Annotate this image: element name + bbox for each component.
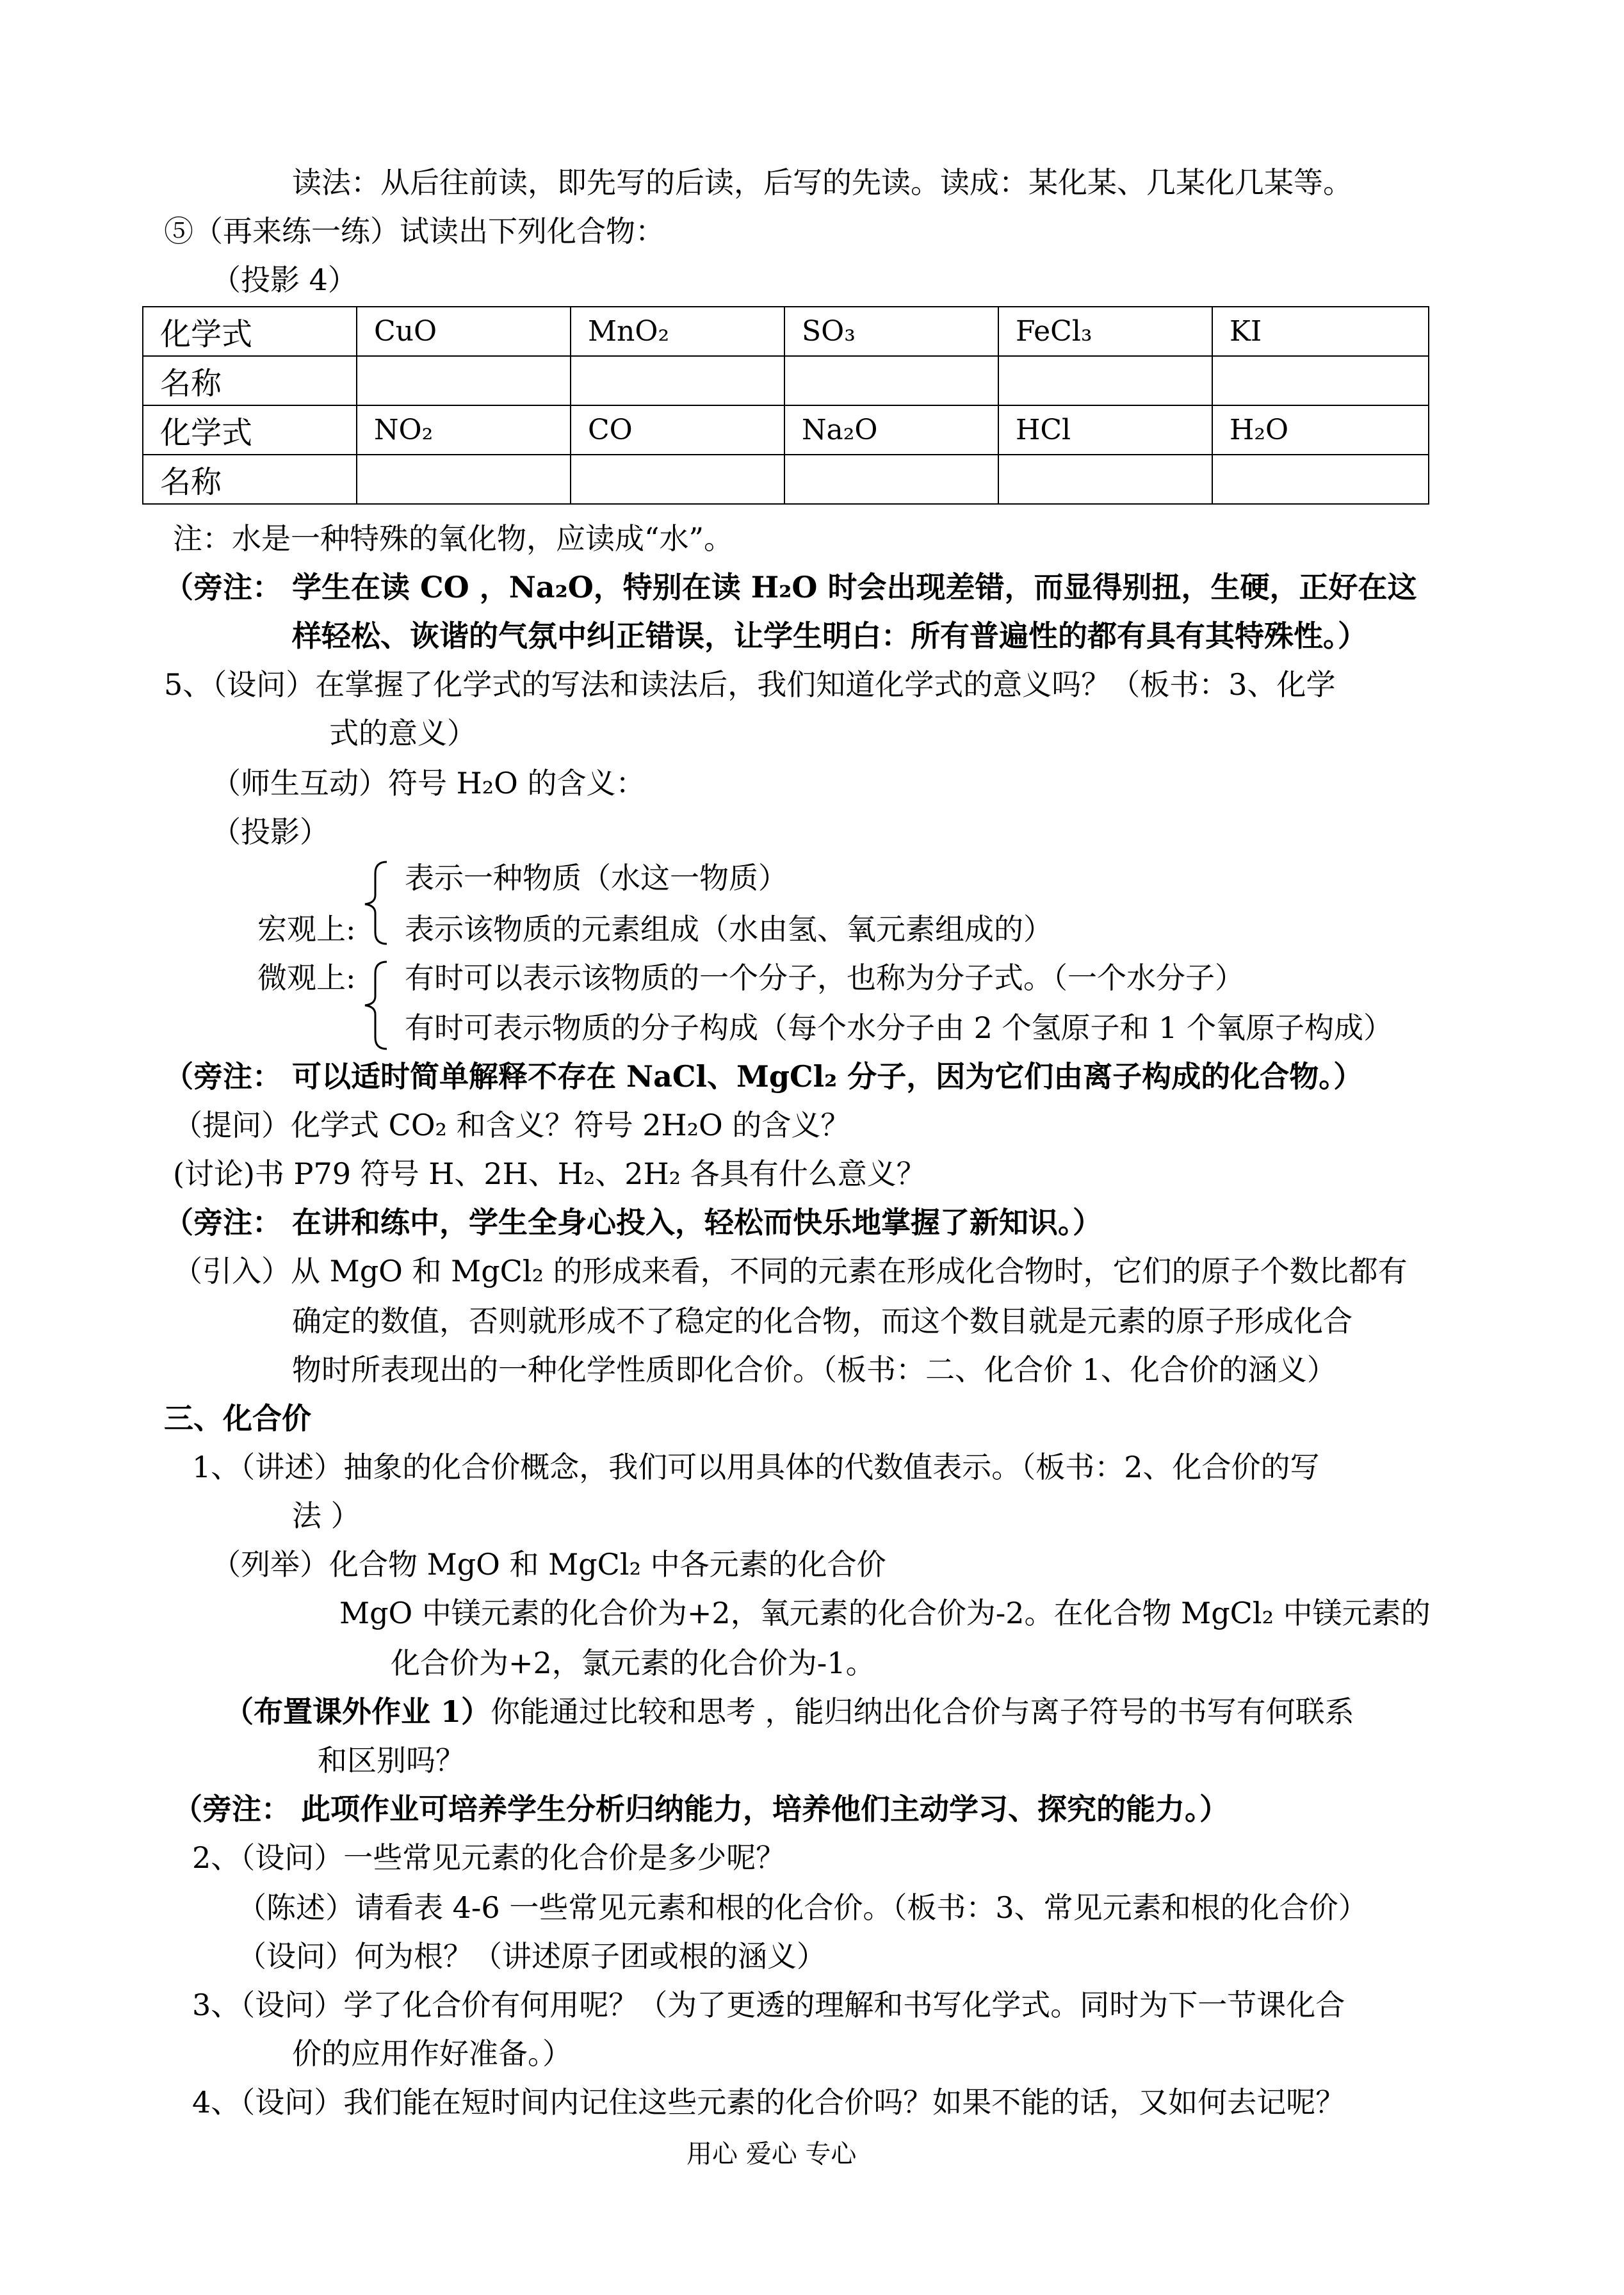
statement-line: （陈述）请看表 4-6 一些常见元素和根的化合价。（板书：3、常见元素和根的化合价） [237, 1890, 1368, 1925]
section-heading: 三、化合价 [164, 1401, 311, 1436]
table-cell [357, 356, 571, 405]
root-question: （设问）何为根？（讲述原子团或根的涵义） [237, 1939, 826, 1974]
table-cell [998, 356, 1212, 405]
table-cell [1212, 356, 1429, 405]
table-cell: 名称 [143, 356, 357, 405]
homework-line1 [224, 1694, 1354, 1729]
macro-meaning-1: 表示一种物质（水这一物质） [405, 861, 788, 895]
item-2: 2、（设问）一些常见元素的化合价是多少呢？ [192, 1840, 786, 1875]
micro-meaning-2: 有时可表示物质的分子构成（每个水分子由 2 个氢原子和 1 个氧原子构成） [405, 1010, 1393, 1045]
macro-label: 宏观上: [257, 912, 356, 946]
table-cell: KI [1212, 307, 1429, 356]
item-3-line1: 3、（设问）学了化合价有何用呢？（为了更透的理解和书写化学式。同时为下一节课化合 [192, 1988, 1345, 2022]
reading-rule-line: 读法：从后往前读，即先写的后读，后写的先读。读成：某化某、几某化几某等。 [292, 165, 1352, 200]
macro-meaning-2: 表示该物质的元素组成（水由氢、氧元素组成的） [405, 912, 1053, 946]
table-row [143, 307, 1429, 356]
compound-table [142, 306, 1429, 505]
question-co2: （提问）化学式 CO₂ 和含义？符号 2H₂O 的含义？ [173, 1108, 850, 1142]
table-row [143, 356, 1429, 405]
intro-line1: （引入）从 MgO 和 MgCl₂ 的形成来看，不同的元素在形成化合物时，它们的原子个数比都有 [173, 1254, 1408, 1288]
table-cell [571, 356, 784, 405]
table-cell [784, 455, 998, 504]
side-note-4: （旁注： 此项作业可培养学生分析归纳能力，培养他们主动学习、探究的能力。） [173, 1792, 1230, 1826]
table-cell: 化学式 [143, 307, 357, 356]
projection-label-2: （投影） [211, 815, 329, 849]
homework-label: （布置课外作业 1） [224, 1694, 491, 1729]
valence-line2: 化合价为+2，氯元素的化合价为-1。 [391, 1646, 875, 1680]
question-5-line1: 5、（设问）在掌握了化学式的写法和读法后，我们知道化学式的意义吗？（板书：3、化学 [164, 667, 1336, 702]
table-cell: 化学式 [143, 405, 357, 455]
side-note-3: （旁注： 在讲和练中，学生全身心投入，轻松而快乐地掌握了新知识。） [164, 1205, 1103, 1240]
micro-meaning-1: 有时可以表示该物质的一个分子，也称为分子式。（一个水分子） [405, 961, 1244, 995]
table-cell: FeCl₃ [998, 307, 1212, 356]
micro-label: 微观上: [257, 961, 356, 995]
table-row [143, 405, 1429, 455]
table-cell: Na₂O [784, 405, 998, 455]
item-4: 4、（设问）我们能在短时间内记住这些元素的化合价吗？如果不能的话，又如何去记呢？ [192, 2085, 1345, 2120]
table-cell: SO₃ [784, 307, 998, 356]
table-cell [571, 455, 784, 504]
table-cell: MnO₂ [571, 307, 784, 356]
question-5-line2: 式的意义） [329, 716, 476, 750]
table-cell: H₂O [1212, 405, 1429, 455]
item-1-line1: 1、（讲述）抽象的化合价概念，我们可以用具体的代数值表示。（板书：2、化合价的写 [192, 1450, 1320, 1484]
interaction-line: （师生互动）符号 H₂O 的含义： [211, 766, 646, 800]
table-cell: HCl [998, 405, 1212, 455]
side-note-2: （旁注： 可以适时简单解释不存在 NaCl、MgCl₂ 分子，因为它们由离子构成的化合物。） [164, 1059, 1363, 1094]
table-cell: 名称 [143, 455, 357, 504]
macro-brace-icon [359, 858, 391, 948]
valence-line1: MgO 中镁元素的化合价为+2，氧元素的化合价为-2。在化合物 MgCl₂ 中镁元素的 [339, 1596, 1431, 1630]
water-note: 注：水是一种特殊的氧化物，应读成“水”。 [173, 521, 734, 556]
side-note-1-line1: （旁注： 学生在读 CO ，Na₂O，特别在读 H₂O 时会出现差错，而显得别扭，生硬，正好在这 [164, 570, 1417, 604]
projection-label: （投影 4） [211, 263, 357, 297]
item-3-line2: 价的应用作好准备。） [292, 2036, 572, 2071]
intro-line3: 物时所表现出的一种化学性质即化合价。（板书：二、化合价 1、化合价的涵义） [292, 1352, 1336, 1387]
table-cell [357, 455, 571, 504]
side-note-1-line2: 样轻松、诙谐的气氛中纠正错误，让学生明白：所有普遍性的都有具有其特殊性。） [292, 619, 1367, 653]
homework-text: 你能通过比较和思考 ，能归纳出化合价与离子符号的书写有何联系 [491, 1694, 1354, 1729]
page-footer: 用心 爱心 专心 [686, 2139, 857, 2169]
discussion-line: (讨论)书 P79 符号 H、2H、H₂、2H₂ 各具有什么意义？ [173, 1156, 926, 1191]
exercise-heading: ⑤（再来练一练）试读出下列化合物： [164, 214, 665, 248]
table-cell [998, 455, 1212, 504]
example-line: （列举）化合物 MgO 和 MgCl₂ 中各元素的化合价 [211, 1547, 886, 1582]
homework-line2: 和区别吗？ [318, 1743, 465, 1778]
intro-line2: 确定的数值，否则就形成不了稳定的化合物，而这个数目就是元素的原子形成化合 [292, 1304, 1352, 1338]
table-cell [784, 356, 998, 405]
table-cell: CO [571, 405, 784, 455]
table-cell: CuO [357, 307, 571, 356]
table-row [143, 455, 1429, 504]
table-cell: NO₂ [357, 405, 571, 455]
item-1-line2: 法 ） [292, 1498, 361, 1533]
table-cell [1212, 455, 1429, 504]
micro-brace-icon [359, 958, 391, 1054]
